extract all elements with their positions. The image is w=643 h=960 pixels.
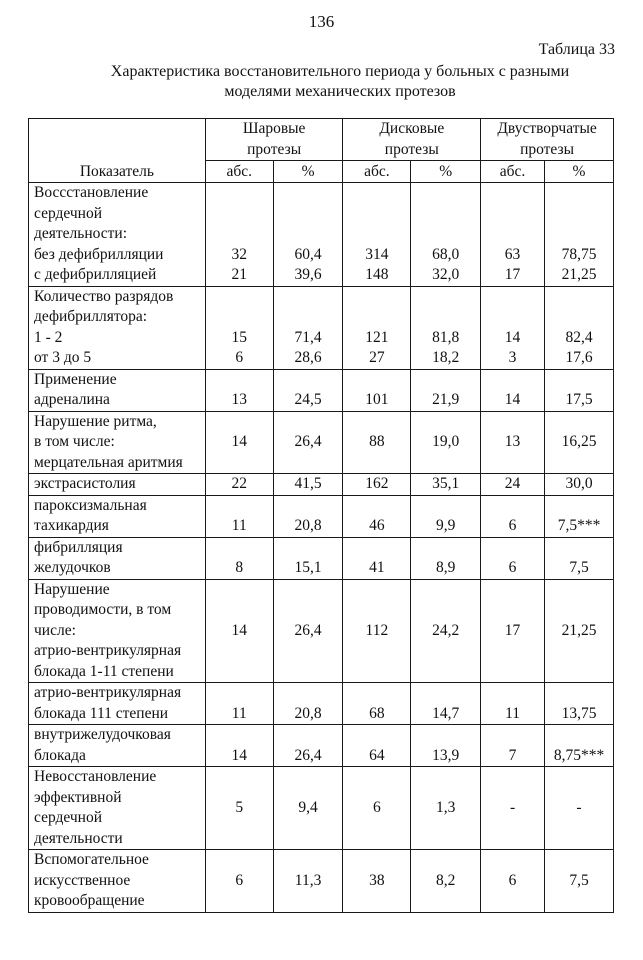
table-row — [29, 850, 614, 913]
table-cell — [481, 850, 545, 913]
table-cell — [481, 286, 545, 369]
header-group-line: протезы — [247, 140, 302, 158]
table-body — [29, 183, 614, 913]
table-cell — [205, 369, 273, 411]
table-cell — [481, 725, 545, 767]
cell-value: 8 — [235, 559, 244, 576]
row-label-line: без дефибрилляции — [34, 245, 164, 263]
table-cell — [545, 369, 614, 411]
table-cell — [343, 725, 411, 767]
cell-value: 24,2 — [432, 621, 460, 639]
cell-value: 148 — [365, 266, 389, 283]
table-cell — [343, 683, 411, 725]
cell-value: 15 — [231, 328, 247, 346]
cell-value: 9,4 — [298, 798, 318, 816]
table-cell — [481, 537, 545, 579]
table-cell — [411, 767, 481, 850]
cell-value: 11,3 — [294, 871, 322, 889]
cell-value: 11 — [231, 704, 247, 722]
cell-value: 88 — [369, 433, 385, 450]
table-cell — [545, 683, 614, 725]
cell-value: - — [576, 798, 582, 816]
table-cell — [343, 495, 411, 537]
cell-value: 8,9 — [436, 559, 456, 576]
cell-value: 41,5 — [294, 475, 322, 492]
table-cell — [343, 579, 411, 683]
cell-value: 5 — [235, 798, 244, 816]
table-label: Таблица 33 — [538, 41, 615, 58]
cell-value: 64 — [369, 746, 385, 764]
row-label-line: внутрижелудочковая — [34, 726, 171, 743]
row-label — [29, 767, 206, 850]
row-label-line: от 3 до 5 — [34, 349, 92, 366]
cell-value: 112 — [365, 621, 389, 639]
table-cell — [411, 369, 481, 411]
row-label-line: атрио-вентрикулярная — [34, 684, 182, 701]
cell-value: 24,5 — [294, 391, 322, 408]
cell-value: 68,0 — [432, 245, 460, 263]
table-title-line: моделями механических протезов — [224, 83, 456, 100]
header-pct: % — [273, 161, 343, 183]
cell-value: 21,25 — [561, 621, 597, 639]
cell-value: 14 — [231, 621, 247, 639]
cell-value: 17,5 — [565, 391, 593, 408]
row-label — [29, 495, 206, 537]
table-cell — [411, 474, 481, 496]
cell-value: 63 — [504, 245, 521, 263]
table-cell — [205, 850, 273, 913]
cell-value: 6 — [235, 349, 244, 366]
cell-value: 17,6 — [565, 349, 593, 366]
cell-value: 26,4 — [294, 746, 322, 764]
table-cell — [545, 537, 614, 579]
row-label-line: 1 - 2 — [34, 328, 63, 346]
cell-value: 21,9 — [432, 391, 460, 408]
page-number: 136 — [308, 12, 335, 31]
cell-value: 38 — [369, 871, 385, 889]
table-row — [29, 474, 614, 496]
header-group-line: протезы — [384, 140, 439, 158]
row-label-line: пароксизмальная — [34, 496, 147, 514]
table-cell — [343, 474, 411, 496]
cell-value: 19,0 — [432, 433, 460, 450]
cell-value: - — [509, 798, 516, 816]
row-label-line: Количество разрядов — [34, 287, 174, 305]
table-cell — [411, 579, 481, 683]
row-label-line: Воссстановление — [34, 184, 149, 201]
cell-value: 32,0 — [432, 266, 460, 283]
cell-value: 3 — [508, 349, 517, 366]
cell-value: 15,1 — [294, 559, 322, 576]
table-cell — [205, 474, 273, 496]
table-cell — [481, 579, 545, 683]
row-label-line: с дефибрилляцией — [34, 266, 157, 283]
cell-value: 1,3 — [436, 798, 456, 816]
table-cell — [205, 495, 273, 537]
table-cell — [411, 286, 481, 369]
header-group-disc — [343, 119, 481, 161]
cell-value: 7,5 — [569, 559, 589, 576]
cell-value: 20,8 — [294, 704, 322, 722]
cell-value: 21,25 — [561, 266, 597, 283]
table-cell — [545, 850, 614, 913]
table-cell — [205, 683, 273, 725]
table-cell — [545, 725, 614, 767]
table-cell — [481, 183, 545, 287]
table-cell — [205, 725, 273, 767]
table-cell — [411, 495, 481, 537]
cell-value: 14 — [231, 433, 247, 450]
row-label-line: Нарушение — [34, 580, 110, 598]
table-cell — [205, 579, 273, 683]
row-label-line: мерцательная аритмия — [34, 453, 183, 471]
cell-value: 6 — [235, 871, 244, 889]
cell-value: 13,75 — [561, 704, 597, 722]
cell-value: 82,4 — [565, 328, 593, 346]
header-group-line: протезы — [520, 140, 575, 158]
cell-value: 13 — [231, 391, 247, 408]
header-group-bileaflet — [481, 119, 614, 161]
row-label-line: Вспомогательное — [34, 851, 149, 868]
table-row — [29, 537, 614, 579]
row-label-line: блокада — [34, 746, 86, 764]
table-row — [29, 286, 614, 369]
table-row — [29, 579, 614, 683]
cell-value: 101 — [365, 391, 389, 408]
cell-value: 39,6 — [294, 266, 322, 283]
table-cell — [343, 369, 411, 411]
table-row — [29, 369, 614, 411]
table-row — [29, 683, 614, 725]
row-label — [29, 411, 206, 474]
table-title — [90, 62, 590, 102]
table-cell — [343, 286, 411, 369]
cell-value: 46 — [369, 517, 385, 534]
cell-value: 314 — [365, 245, 389, 263]
row-label-line: деятельности — [34, 829, 123, 847]
cell-value: 14 — [231, 746, 247, 764]
cell-value: 14,7 — [432, 704, 460, 722]
row-label-line: проводимости, в том — [34, 601, 172, 618]
table-cell — [273, 286, 343, 369]
cell-value: 14 — [504, 328, 521, 346]
header-abs: абс. — [481, 161, 545, 183]
table-cell — [205, 183, 273, 287]
cell-value: 6 — [372, 798, 381, 816]
table-cell — [273, 850, 343, 913]
header-abs: абс. — [205, 161, 273, 183]
table-cell — [545, 474, 614, 496]
header-group-ball — [205, 119, 343, 161]
row-label — [29, 474, 206, 496]
table-cell — [205, 767, 273, 850]
cell-value: 7,5 — [569, 871, 589, 889]
table-cell — [205, 286, 273, 369]
row-label-line: числе: — [34, 621, 76, 639]
row-label-line: адреналина — [34, 391, 110, 408]
header-abs: абс. — [343, 161, 411, 183]
header-group-line: Шаровые — [242, 120, 306, 137]
header-pct: % — [411, 161, 481, 183]
row-label-line: сердечной — [34, 809, 103, 826]
row-label-line: кровообращение — [34, 892, 145, 909]
cell-value: 8,75*** — [553, 746, 605, 764]
table-cell — [343, 183, 411, 287]
table-cell — [343, 537, 411, 579]
row-label-line: сердечной — [34, 204, 103, 222]
row-label — [29, 579, 206, 683]
row-label — [29, 286, 206, 369]
table-cell — [545, 767, 614, 850]
cell-value: 11 — [505, 704, 521, 722]
row-label-line: фибрилляция — [34, 538, 123, 556]
cell-value: 41 — [369, 559, 385, 576]
row-label — [29, 183, 206, 287]
cell-value: 27 — [369, 349, 385, 366]
header-pct: % — [545, 161, 614, 183]
table-cell — [343, 411, 411, 474]
table-cell — [481, 495, 545, 537]
row-label — [29, 850, 206, 913]
table-cell — [273, 183, 343, 287]
table-cell — [411, 411, 481, 474]
cell-value: 16,25 — [561, 433, 597, 450]
table-row — [29, 495, 614, 537]
table-cell — [481, 369, 545, 411]
table-cell — [273, 495, 343, 537]
table-cell — [481, 683, 545, 725]
row-label-line: Нарушение ритма, — [34, 412, 157, 430]
table-cell — [545, 495, 614, 537]
table-cell — [481, 411, 545, 474]
table-cell — [343, 767, 411, 850]
cell-value: 78,75 — [561, 245, 597, 263]
cell-value: 13 — [504, 433, 521, 450]
table-cell — [545, 183, 614, 287]
row-label-line: блокада 1-11 степени — [34, 662, 174, 680]
cell-value: 26,4 — [294, 621, 322, 639]
data-table — [28, 118, 614, 913]
cell-value: 26,4 — [294, 433, 322, 450]
cell-value: 6 — [508, 871, 517, 889]
row-label — [29, 683, 206, 725]
cell-value: 68 — [369, 704, 385, 722]
row-label — [29, 725, 206, 767]
header-group-line: Двустворчатые — [497, 120, 597, 137]
table-cell — [273, 579, 343, 683]
row-label-line: блокада 111 степени — [34, 704, 169, 722]
cell-value: 17 — [504, 621, 521, 639]
table-row — [29, 411, 614, 474]
row-label-line: дефибриллятора: — [34, 308, 148, 325]
cell-value: 21 — [231, 266, 247, 283]
table-cell — [545, 579, 614, 683]
row-label-line: Применение — [34, 370, 117, 388]
cell-value: 20,8 — [294, 517, 322, 534]
table-cell — [205, 537, 273, 579]
cell-value: 7 — [508, 746, 517, 764]
table-cell — [411, 183, 481, 287]
table-cell — [273, 474, 343, 496]
row-label-line: эффективной — [34, 788, 122, 806]
row-label-line: в том числе: — [34, 433, 115, 450]
table-cell — [273, 411, 343, 474]
cell-value: 162 — [365, 475, 389, 492]
cell-value: 6 — [508, 517, 517, 534]
row-label — [29, 537, 206, 579]
cell-value: 7,5*** — [557, 517, 601, 534]
table-cell — [273, 537, 343, 579]
header-indicator: Показатель — [29, 119, 206, 183]
row-label-line: деятельности: — [34, 225, 128, 242]
table-cell — [273, 725, 343, 767]
cell-value: 60,4 — [294, 245, 322, 263]
table-cell — [545, 411, 614, 474]
cell-value: 9,9 — [436, 517, 456, 534]
table-cell — [411, 683, 481, 725]
table-cell — [545, 286, 614, 369]
cell-value: 11 — [231, 517, 247, 534]
table-row — [29, 183, 614, 287]
cell-value: 14 — [504, 391, 521, 408]
cell-value: 71,4 — [294, 328, 322, 346]
table-cell — [481, 474, 545, 496]
row-label-line: атрио-вентрикулярная — [34, 642, 182, 659]
table-cell — [411, 725, 481, 767]
cell-value: 17 — [504, 266, 521, 283]
cell-value: 30,0 — [565, 475, 593, 492]
table-title-line: Характеристика восстановительного периода у больных с разными — [110, 63, 570, 80]
table-cell — [411, 537, 481, 579]
cell-value: 13,9 — [432, 746, 460, 764]
header-group-line: Дисковые — [379, 120, 445, 137]
row-label-line: искусственное — [34, 871, 131, 889]
cell-value: 18,2 — [432, 349, 460, 366]
cell-value: 35,1 — [432, 475, 460, 492]
row-label-line: Невосстановление — [34, 768, 157, 785]
row-label-line: желудочков — [34, 559, 111, 576]
table-cell — [205, 411, 273, 474]
row-label-line: тахикардия — [34, 517, 109, 534]
table-cell — [273, 767, 343, 850]
row-label-line: экстрасистолия — [34, 475, 136, 492]
cell-value: 22 — [231, 475, 247, 492]
table-cell — [411, 850, 481, 913]
table-cell — [273, 369, 343, 411]
cell-value: 8,2 — [436, 871, 456, 889]
table-row — [29, 725, 614, 767]
table-cell — [343, 850, 411, 913]
table-row — [29, 767, 614, 850]
row-label — [29, 369, 206, 411]
cell-value: 81,8 — [432, 328, 460, 346]
cell-value: 28,6 — [294, 349, 322, 366]
cell-value: 121 — [365, 328, 389, 346]
cell-value: 24 — [504, 475, 521, 492]
table-cell — [481, 767, 545, 850]
cell-value: 32 — [231, 245, 247, 263]
table-cell — [273, 683, 343, 725]
cell-value: 6 — [508, 559, 517, 576]
